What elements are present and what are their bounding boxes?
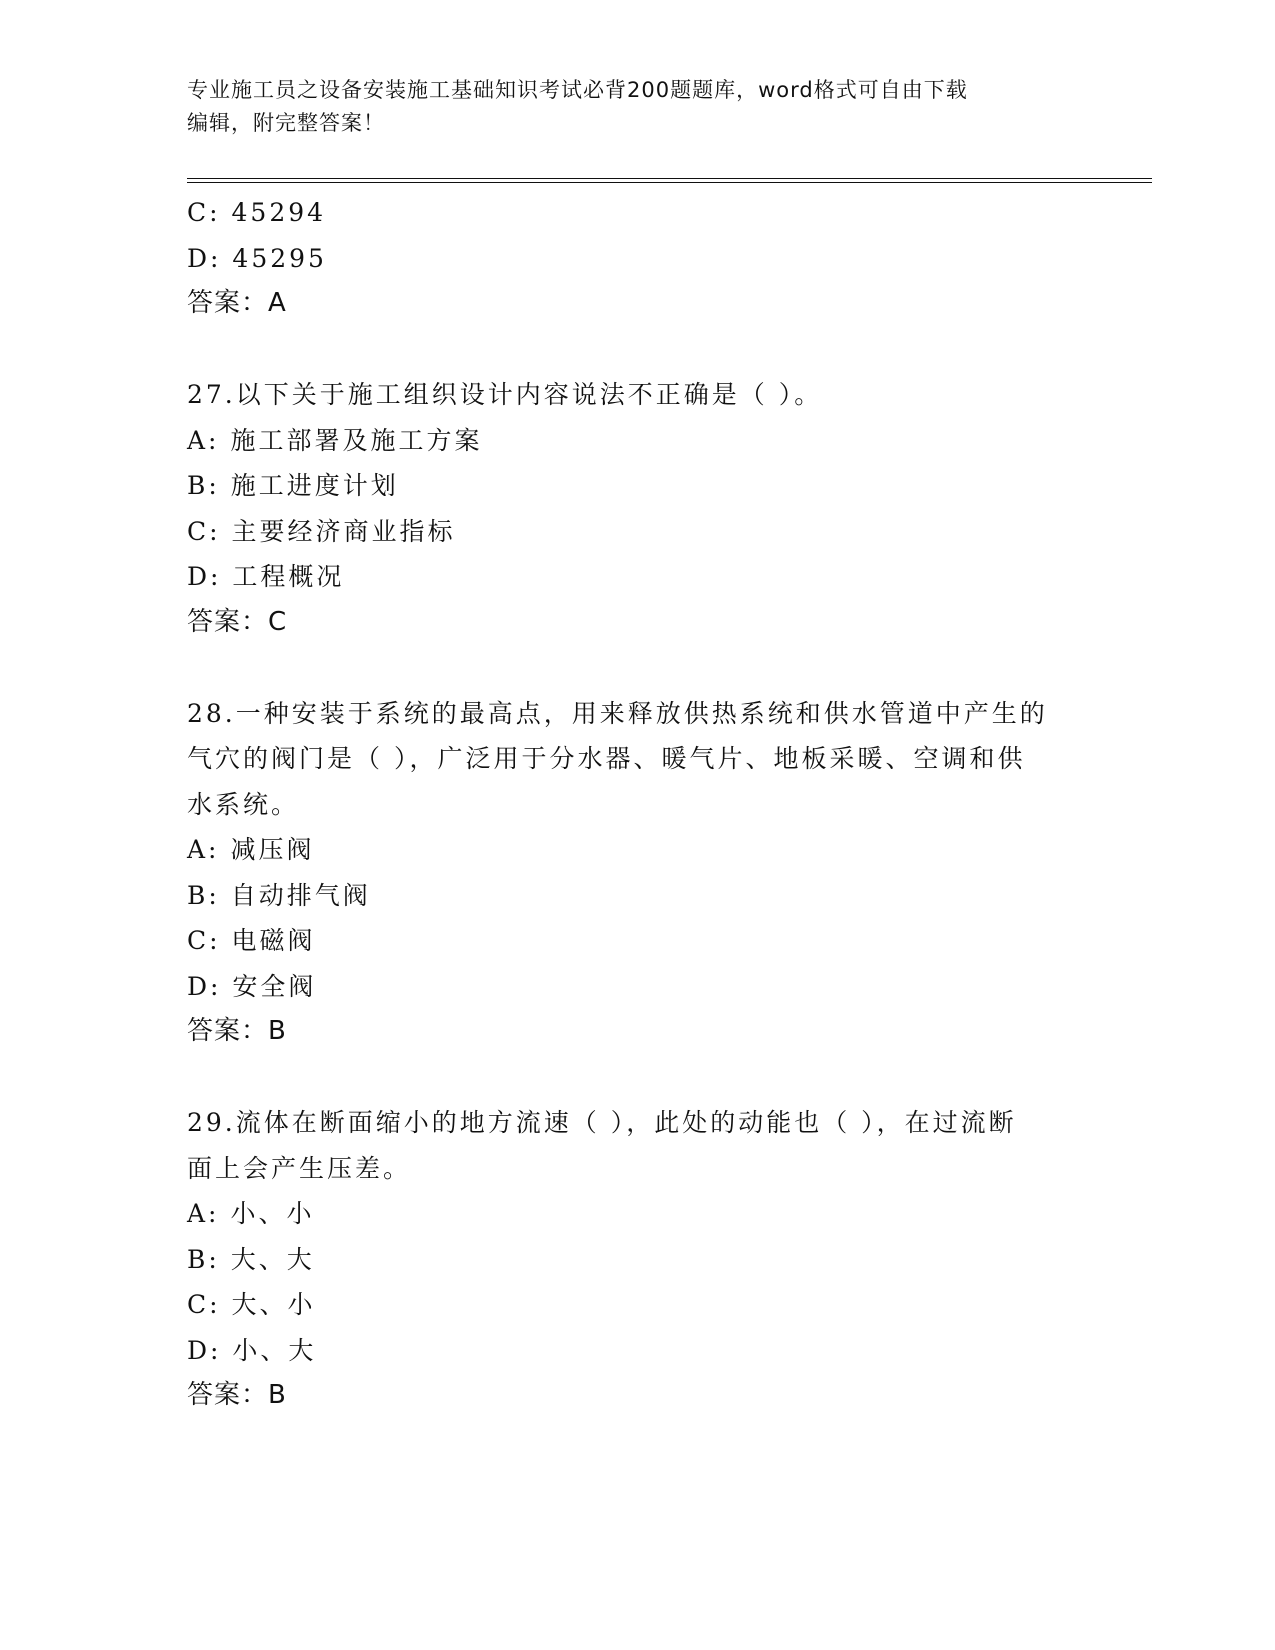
question-text-line: 流体在断面缩小的地方流速（ ），此处的动能也（ ），在过流断: [235, 1108, 1017, 1137]
question-27-block: [187, 372, 1087, 645]
option-c: [187, 918, 1087, 964]
option-a: [187, 1191, 1087, 1237]
spacer: [187, 327, 1087, 373]
header-divider-top: [187, 178, 1152, 179]
option-c: [187, 1282, 1087, 1328]
option-label: D:: [187, 1335, 222, 1365]
option-text: 施工部署及施工方案: [230, 425, 483, 455]
option-label: B:: [187, 471, 220, 500]
question-number: 29.: [187, 1108, 236, 1137]
option-label: D:: [187, 971, 222, 1001]
option-label: C:: [187, 1290, 221, 1319]
option-b: [187, 463, 1087, 509]
header-divider-bottom: [187, 182, 1152, 183]
option-b: [187, 1237, 1087, 1283]
option-label: A:: [187, 425, 220, 455]
question-number: 28.: [187, 698, 236, 728]
question-text: 水系统。: [187, 789, 300, 819]
option-a: [187, 827, 1087, 873]
option-label: B:: [187, 880, 220, 910]
option-label: C:: [187, 198, 221, 227]
question-28-block: [187, 691, 1087, 1055]
option-text: 减压阀: [230, 835, 315, 864]
header-title-line2: 编辑，附完整答案！: [187, 111, 385, 135]
question-text: [187, 1100, 1067, 1146]
answer-line: 答案：C: [187, 606, 288, 637]
option-label: A:: [187, 835, 220, 864]
option-d: [187, 554, 1087, 600]
option-d: [187, 964, 1087, 1010]
option-label: C:: [187, 926, 221, 955]
option-text: 安全阀: [232, 971, 317, 1001]
document-body: [187, 190, 1087, 1419]
option-text: 小、大: [232, 1335, 317, 1365]
option-text: 电磁阀: [231, 926, 316, 955]
option-c: [187, 509, 1087, 555]
question-29-block: [187, 1100, 1087, 1419]
question-text: [187, 691, 1067, 737]
option-text: 工程概况: [232, 562, 345, 591]
option-label: B:: [187, 1244, 220, 1274]
question-text: 气穴的阀门是（ ），广泛用于分水器、暖气片、地板采暖、空调和供: [187, 744, 1026, 773]
option-c: [187, 190, 1087, 236]
option-text: 45294: [231, 198, 327, 227]
option-text: 45295: [232, 243, 327, 273]
header-title-line1: 专业施工员之设备安装施工基础知识考试必背200题题库，word格式可自由下载: [187, 78, 968, 102]
option-label: D:: [187, 243, 222, 273]
option-d: [187, 1328, 1087, 1374]
option-b: [187, 873, 1087, 919]
option-text: 小、小: [230, 1199, 315, 1228]
option-label: C:: [187, 516, 221, 546]
option-a: [187, 418, 1087, 464]
spacer: [187, 1055, 1087, 1101]
prev-question-block: [187, 190, 1087, 327]
document-header: [187, 74, 1087, 140]
answer-line: 答案：A: [187, 288, 287, 318]
option-text: 大、小: [231, 1290, 316, 1319]
option-text: 主要经济商业指标: [231, 516, 456, 546]
option-label: A:: [187, 1199, 220, 1228]
question-text-line: 以下关于施工组织设计内容说法不正确是（ ）。: [235, 380, 823, 409]
answer-line: 答案：B: [187, 1380, 287, 1410]
question-text: 面上会产生压差。: [187, 1153, 412, 1183]
option-text: 施工进度计划: [230, 471, 399, 500]
spacer: [187, 645, 1087, 691]
answer-line: 答案：B: [187, 1016, 287, 1046]
option-text: 自动排气阀: [230, 880, 371, 910]
question-text: [187, 372, 1067, 418]
option-d: [187, 236, 1087, 282]
option-text: 大、大: [230, 1244, 315, 1274]
question-text-line: 一种安装于系统的最高点，用来释放供热系统和供水管道中产生的: [235, 698, 1048, 728]
question-number: 27.: [187, 380, 236, 409]
option-label: D:: [187, 562, 222, 591]
